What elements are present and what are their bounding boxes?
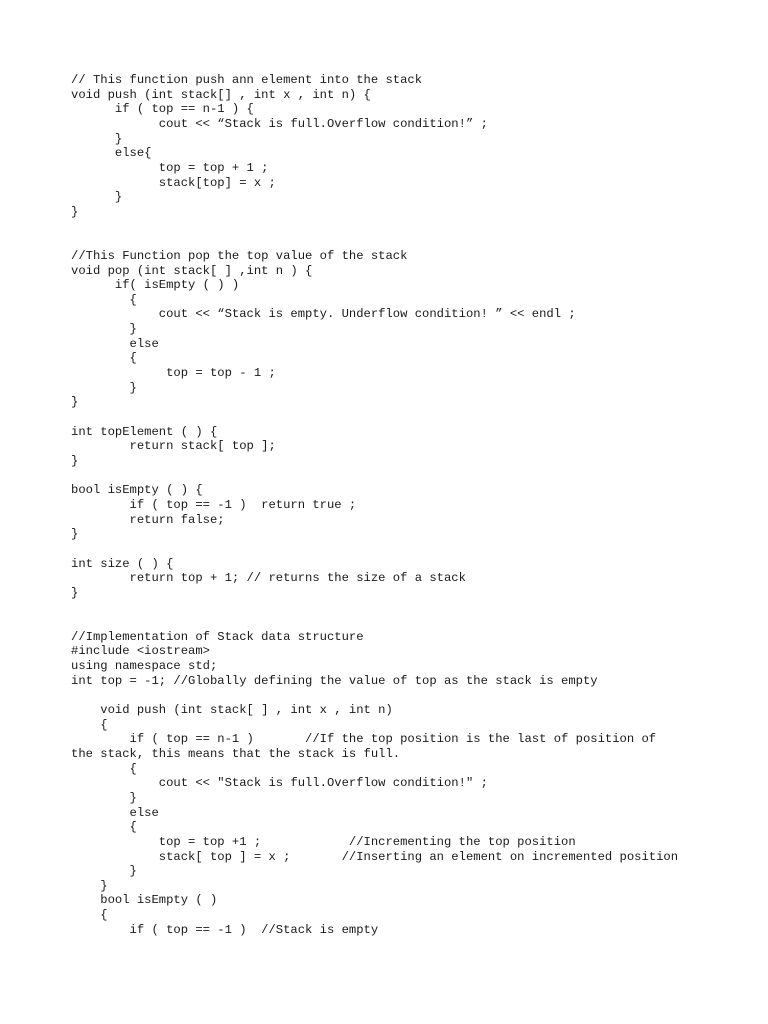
code-line: cout << “Stack is full.Overflow condition!” ; [71,117,488,131]
code-line: int size ( ) { [71,556,174,571]
code-line: top = top +1 ; //Incrementing the top position [71,834,576,849]
code-line: if ( top == n-1 ) { [71,102,254,117]
code-line: } [71,527,79,542]
code-line: } [71,204,79,219]
code-line: the stack, this means that the stack is full. [71,746,401,761]
code-line: // This function push ann element into the stack [71,73,423,87]
code-line: else [71,805,159,820]
code-line: if ( top == -1 ) return true ; [71,497,357,512]
code-line: if( isEmpty ( ) ) [71,278,240,293]
code-line: void push (int stack[] , int x , int n) { [71,87,371,102]
code-line: } [71,395,79,410]
code-line: { [71,351,137,366]
code-line: stack[top] = x ; [71,175,276,190]
code-line: cout << “Stack is empty. Underflow condition! ” << endl ; [71,307,576,322]
code-line: int top = -1; //Globally defining the value of top as the stack is empty [71,673,598,688]
code-line: void pop (int stack[ ] ,int n ) { [71,263,313,278]
code-line: else{ [71,146,152,161]
code-line: } [71,878,108,893]
code-line: int topElement ( ) { [71,424,218,439]
code-line: cout << "Stack is full.Overflow condition!" ; [71,776,488,791]
code-line: if ( top == -1 ) //Stack is empty [71,922,379,937]
code-line: } [71,322,137,337]
code-line: { [71,820,137,835]
code-line: stack[ top ] = x ; //Inserting an element on incremented position [71,849,679,864]
code-line: } [71,190,123,205]
code-line: void push (int stack[ ] , int x , int n) [71,703,393,717]
code-line: return false; [71,512,225,527]
code-line: if ( top == n-1 ) //If the top position is the last of position of [71,732,657,747]
code-line: #include <iostream> [71,644,210,659]
code-line: { [71,908,108,923]
code-line: } [71,131,123,146]
code-line: top = top + 1 ; [71,160,269,175]
code-line: } [71,380,137,395]
code-line: bool isEmpty ( ) [71,893,218,908]
code-line: bool isEmpty ( ) { [71,483,203,498]
code-line: else [71,336,159,351]
code-line: { [71,717,108,732]
code-line: } [71,864,137,879]
code-line: } [71,453,79,468]
code-line: //Implementation of Stack data structure [71,629,364,644]
code-line: using namespace std; [71,659,218,673]
code-line: } [71,585,79,600]
code-line: } [71,790,137,805]
code-line: { [71,292,137,307]
code-line: return top + 1; // returns the size of a stack [71,571,466,586]
code-line: top = top - 1 ; [71,366,276,380]
code-line: //This Function pop the top value of the stack [71,248,408,263]
code-line: return stack[ top ]; [71,439,276,454]
code-line: { [71,761,137,776]
